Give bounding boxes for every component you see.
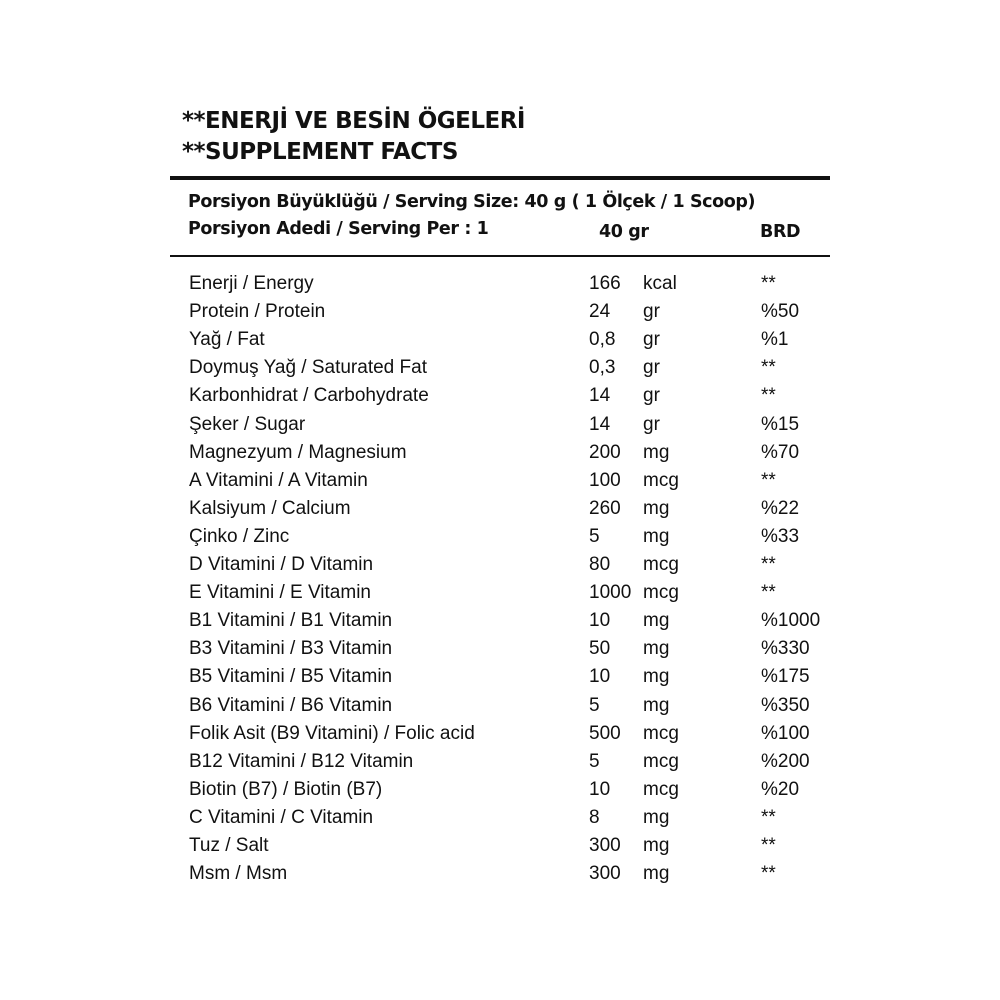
divider-header [170,255,830,257]
nutrient-row [0,551,1000,579]
nutrient-amount: 5 [589,750,600,772]
nutrient-unit: mg [643,806,670,828]
nutrient-amount: 10 [589,778,611,800]
nutrient-row [0,523,1000,551]
nutrient-amount: 24 [589,301,611,323]
nutrient-row [0,270,1000,298]
nutrient-unit: mg [643,835,670,856]
nutrient-unit: mg [643,497,670,519]
nutrient-name: Çinko / Zinc [189,525,290,547]
nutrient-row [0,382,1000,410]
nutrient-amount: 100 [589,469,621,491]
nutrient-amount: 50 [589,638,611,660]
nutrient-amount: 10 [589,610,611,632]
divider-top [170,176,830,180]
nutrient-amount: 300 [589,863,621,885]
nutrient-unit: gr [643,385,660,407]
nutrient-amount: 5 [589,525,600,547]
nutrient-name: A Vitamini / A Vitamin [189,469,368,491]
nutrient-amount: 14 [589,413,611,435]
nutrient-unit: gr [643,301,660,323]
nutrient-name: B12 Vitamini / B12 Vitamin [189,750,414,772]
nutrient-unit: mg [643,441,670,463]
nutrient-name: Magnezyum / Magnesium [189,441,407,463]
nutrient-amount: 8 [589,806,600,828]
nutrient-rdi: ** [761,357,776,379]
rdi-column-header: BRD [760,222,801,242]
nutrient-rdi: ** [761,582,776,604]
nutrient-rdi: %175 [761,666,810,688]
nutrient-row [0,579,1000,607]
nutrient-rdi: ** [761,806,776,828]
nutrient-unit: mg [643,638,670,660]
nutrient-rdi: ** [761,273,776,294]
nutrient-row [0,776,1000,804]
nutrient-row [0,720,1000,748]
nutrient-amount: 166 [589,273,621,294]
nutrient-rdi: ** [761,469,776,491]
nutrient-row [0,439,1000,467]
nutrient-amount: 0,8 [589,329,616,351]
nutrient-amount: 0,3 [589,357,616,379]
nutrient-amount: 200 [589,441,621,463]
nutrient-rdi: %330 [761,638,810,660]
nutrient-unit: mcg [643,750,679,772]
serving-size-label: Porsiyon Büyüklüğü / Serving Size: 40 g ( 1 Ölçek / 1 Scoop) [188,192,756,212]
nutrient-rdi: %200 [761,750,810,772]
nutrient-amount: 5 [589,694,600,716]
nutrient-rdi: ** [761,554,776,575]
nutrient-row [0,804,1000,832]
nutrient-row [0,411,1000,439]
nutrient-name: Enerji / Energy [189,273,314,294]
nutrient-rdi: %70 [761,441,800,463]
nutrient-unit: mg [643,863,670,885]
nutrient-unit: mcg [643,469,679,491]
nutrient-rdi: %50 [761,301,800,323]
nutrient-unit: mg [643,694,670,716]
nutrient-unit: gr [643,357,660,379]
nutrient-rdi: %1 [761,329,789,351]
nutrient-name: B6 Vitamini / B6 Vitamin [189,694,393,716]
nutrient-name: Protein / Protein [189,301,326,323]
nutrient-rdi: %350 [761,694,810,716]
nutrient-name: B3 Vitamini / B3 Vitamin [189,638,393,660]
nutrient-unit: gr [643,329,660,351]
nutrient-row [0,635,1000,663]
nutrient-amount: 1000 [589,582,632,604]
nutrient-row [0,354,1000,382]
nutrient-name: Karbonhidrat / Carbohydrate [189,385,429,407]
nutrient-unit: mg [643,610,670,632]
title-english: **SUPPLEMENT FACTS [182,139,458,165]
nutrient-rdi: ** [761,835,776,856]
servings-per-container-label: Porsiyon Adedi / Serving Per : 1 [188,219,489,239]
nutrient-row [0,467,1000,495]
nutrient-name: Şeker / Sugar [189,413,306,435]
nutrient-amount: 300 [589,835,621,856]
nutrient-name: Doymuş Yağ / Saturated Fat [189,357,427,379]
nutrient-name: B5 Vitamini / B5 Vitamin [189,666,393,688]
nutrient-row [0,607,1000,635]
nutrient-amount: 10 [589,666,611,688]
nutrient-rdi: ** [761,863,776,885]
nutrient-name: Biotin (B7) / Biotin (B7) [189,778,383,800]
nutrient-row [0,692,1000,720]
nutrient-name: B1 Vitamini / B1 Vitamin [189,610,393,632]
title-turkish: **ENERJİ VE BESİN ÖGELERİ [182,108,525,134]
nutrient-row [0,326,1000,354]
nutrient-rdi: %33 [761,525,800,547]
nutrient-row [0,298,1000,326]
nutrient-unit: gr [643,413,660,435]
nutrient-name: Kalsiyum / Calcium [189,497,351,519]
nutrient-unit: mcg [643,778,679,800]
nutrient-name: E Vitamini / E Vitamin [189,582,371,604]
nutrient-name: Yağ / Fat [189,329,265,351]
nutrient-unit: mcg [643,554,679,575]
nutrient-row [0,860,1000,888]
nutrient-unit: kcal [643,273,677,294]
nutrient-rdi: %1000 [761,610,821,632]
nutrient-unit: mcg [643,582,679,604]
nutrient-amount: 80 [589,554,611,575]
nutrient-name: Msm / Msm [189,863,288,885]
nutrient-rdi: %15 [761,413,800,435]
nutrient-rdi: %100 [761,722,810,744]
nutrient-rdi: %20 [761,778,800,800]
nutrient-row [0,495,1000,523]
nutrient-amount: 260 [589,497,621,519]
nutrient-unit: mg [643,525,670,547]
nutrient-name: D Vitamini / D Vitamin [189,554,374,575]
nutrient-amount: 14 [589,385,611,407]
nutrient-rdi: %22 [761,497,800,519]
nutrient-unit: mcg [643,722,679,744]
nutrient-row [0,832,1000,860]
amount-column-header: 40 gr [599,222,649,242]
nutrient-name: Tuz / Salt [189,835,269,856]
nutrient-unit: mg [643,666,670,688]
nutrient-row [0,663,1000,691]
nutrient-row [0,748,1000,776]
nutrient-name: C Vitamini / C Vitamin [189,806,374,828]
nutrient-amount: 500 [589,722,621,744]
nutrient-rdi: ** [761,385,776,407]
nutrient-name: Folik Asit (B9 Vitamini) / Folic acid [189,722,475,744]
